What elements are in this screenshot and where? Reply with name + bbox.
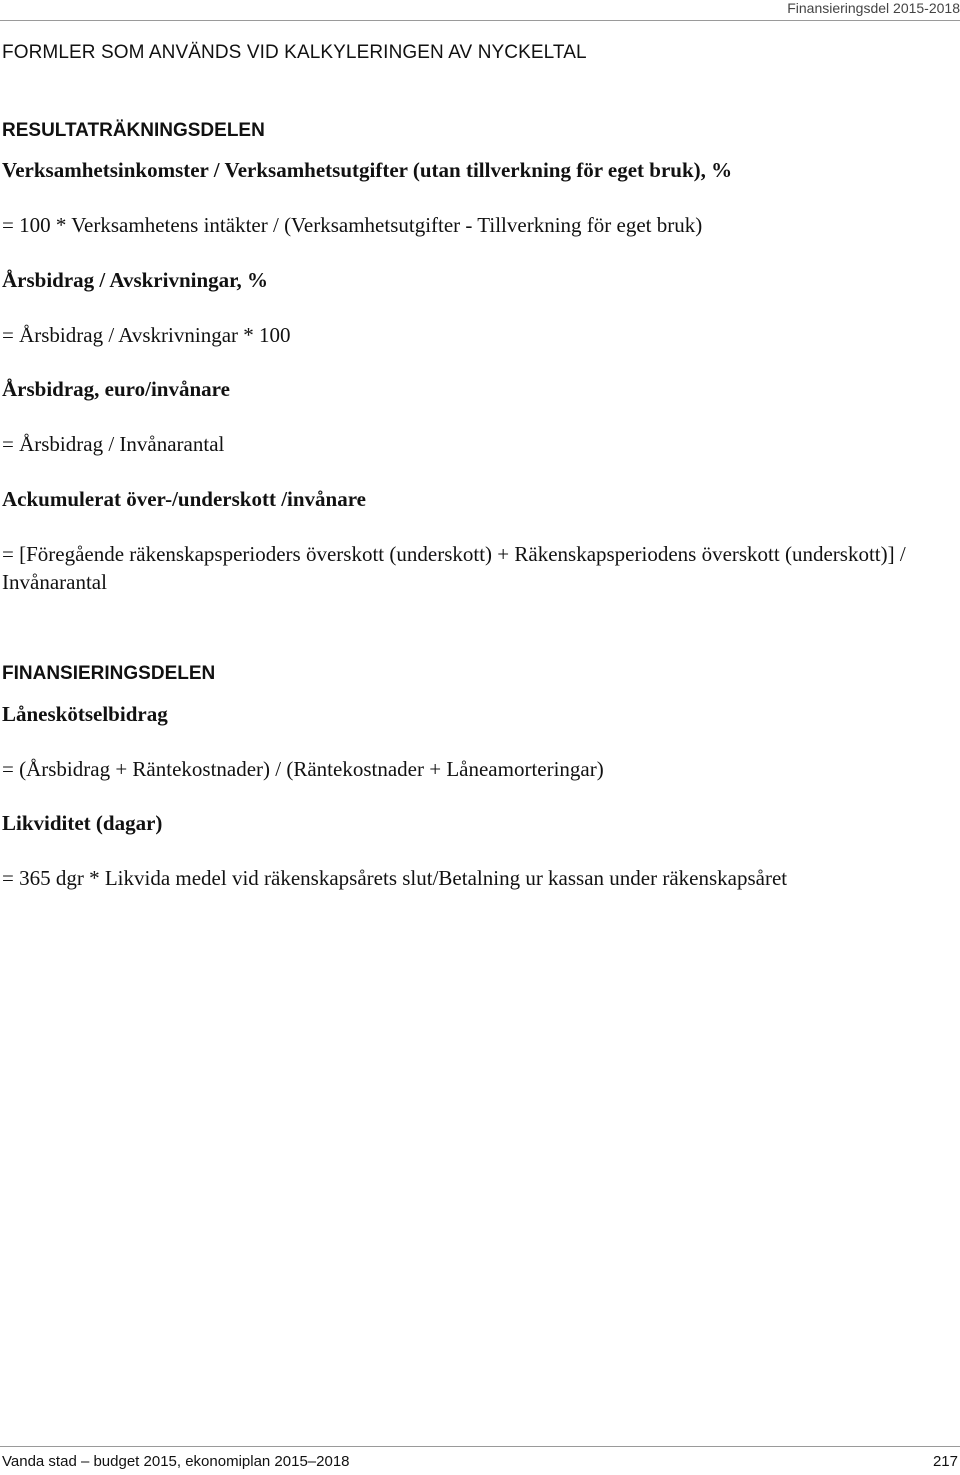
footer-publication: Vanda stad – budget 2015, ekonomiplan 2015–2018 bbox=[2, 1453, 350, 1470]
page-title: FORMLER SOM ANVÄNDS VID KALKYLERINGEN AV NYCKELTAL bbox=[2, 42, 587, 63]
footer-divider bbox=[0, 1446, 960, 1447]
ratio-name-operating-income: Verksamhetsinkomster / Verksamhetsutgifter (utan tillverkning för eget bruk), % bbox=[2, 158, 733, 182]
running-header: Finansieringsdel 2015-2018 bbox=[787, 0, 960, 16]
ratio-formula-contribution-depreciation: = Årsbidrag / Avskrivningar * 100 bbox=[2, 323, 291, 347]
page-number: 217 bbox=[932, 1453, 958, 1470]
ratio-formula-accumulated-surplus: = [Föregående räkenskapsperioders överskott (underskott) + Räkenskapsperiodens överskott (underskott)] / Invånarantal bbox=[2, 542, 906, 594]
ratio-name-contribution-per-capita: Årsbidrag, euro/invånare bbox=[2, 377, 230, 401]
ratio-formula-operating-income: = 100 * Verksamhetens intäkter / (Verksamhetsutgifter - Tillverkning för eget bruk) bbox=[2, 213, 703, 237]
ratio-name-accumulated-surplus: Ackumulerat över-/underskott /invånare bbox=[2, 487, 366, 511]
ratio-name-liquidity: Likviditet (dagar) bbox=[2, 811, 163, 835]
ratio-name-contribution-depreciation: Årsbidrag / Avskrivningar, % bbox=[2, 268, 269, 292]
header-divider bbox=[0, 20, 960, 21]
section-heading-finance: FINANSIERINGSDELEN bbox=[2, 663, 216, 684]
ratio-formula-contribution-per-capita: = Årsbidrag / Invånarantal bbox=[2, 432, 225, 456]
ratio-formula-loan-service: = (Årsbidrag + Räntekostnader) / (Räntekostnader + Låneamorteringar) bbox=[2, 757, 604, 781]
ratio-formula-liquidity: = 365 dgr * Likvida medel vid räkenskapsårets slut/Betalning ur kassan under räkenskapsåret bbox=[2, 866, 788, 890]
section-heading-result: RESULTATRÄKNINGSDELEN bbox=[2, 120, 265, 141]
ratio-name-loan-service: Låneskötselbidrag bbox=[2, 702, 168, 726]
